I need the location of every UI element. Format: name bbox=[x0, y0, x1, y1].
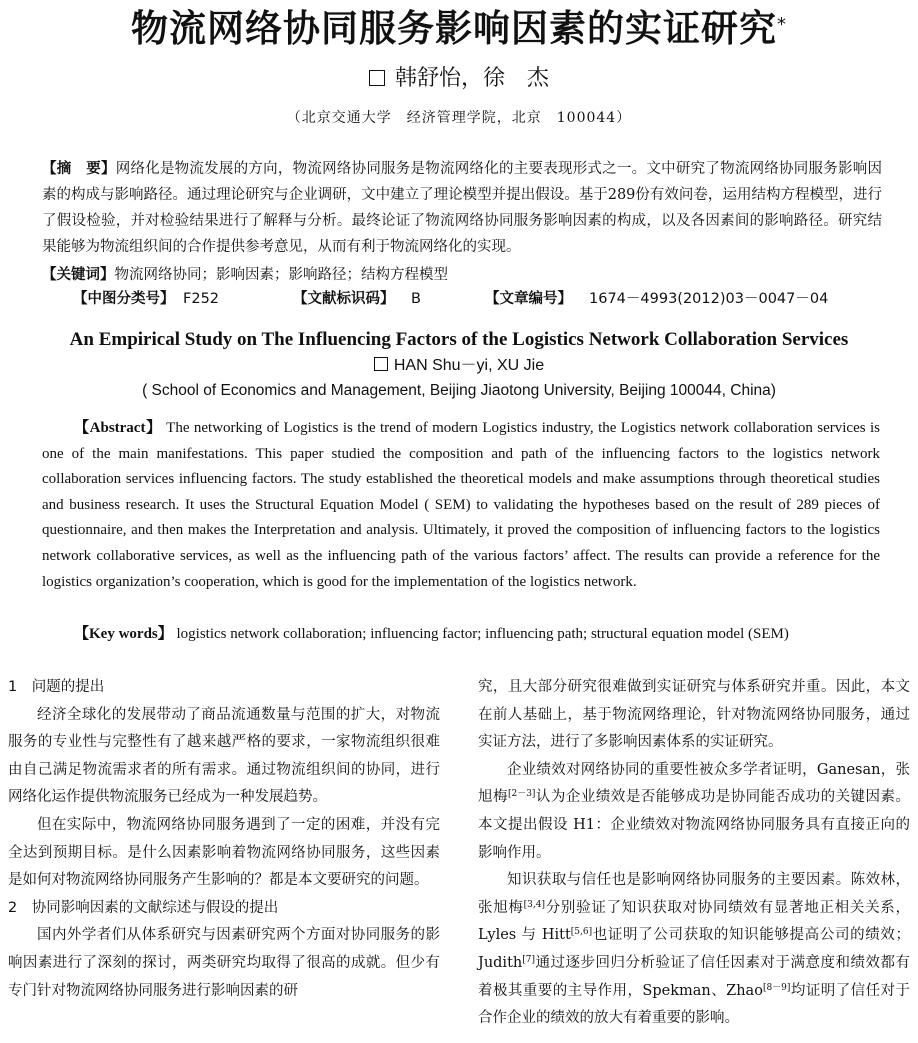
en-keywords-text: logistics network collaboration; influencing factor; influencing path; structural equation model (SEM) bbox=[172, 626, 789, 642]
cn-abstract-text: 网络化是物流发展的方向，物流网络协同服务是物流网络化的主要表现形式之一。文中研究了物流网络协同服务影响因素的构成与影响路径。通过理论研究与企业调研，文中建立了理论模型并提出假设。基于289份有效问卷，运用结构方程模型，进行了假设检验，并对检验结果进行了解释与分析。最终论证了物流网络协同服务影响因素的构成，以及各因素间的影响路径。研究结果能够为物流组织间的合作提供参考意见，从而有利于物流网络化的实现。 bbox=[42, 161, 883, 255]
cn-keywords bbox=[42, 262, 882, 288]
doc-code-label: 【文献标识码】 bbox=[293, 291, 395, 307]
body-left-column bbox=[8, 674, 440, 1005]
authors bbox=[0, 64, 918, 94]
citation: [3,4] bbox=[523, 899, 545, 910]
cn-abstract-label: 【摘 要】 bbox=[42, 161, 116, 177]
square-mark-icon bbox=[374, 357, 388, 371]
title-footnote-mark: * bbox=[777, 14, 787, 35]
square-mark-icon bbox=[369, 70, 385, 86]
citation: [8－9] bbox=[762, 982, 791, 993]
cn-abstract bbox=[42, 156, 882, 260]
en-affiliation: ( School of Economics and Management, Beijing Jiaotong University, Beijing 100044, China) bbox=[142, 382, 776, 399]
clc-label: 【中图分类号】 bbox=[73, 291, 175, 307]
affiliation: （北京交通大学 经济管理学院，北京 100044） bbox=[286, 110, 632, 126]
section-heading-1: 1 问题的提出 bbox=[8, 679, 105, 695]
doc-code-value: B bbox=[411, 291, 421, 307]
cn-keywords-label: 【关键词】 bbox=[42, 267, 115, 283]
clc-value: F252 bbox=[183, 291, 220, 307]
en-abstract bbox=[42, 416, 880, 595]
en-title: An Empirical Study on The Influencing Factors of the Logistics Network Collaboration Services bbox=[69, 329, 849, 350]
author-names: 韩舒怡，徐 杰 bbox=[394, 66, 549, 91]
cn-keywords-text: 物流网络协同；影响因素；影响路径；结构方程模型 bbox=[114, 267, 448, 283]
en-keywords-label: 【Key words】 bbox=[74, 626, 173, 642]
paragraph: 经济全球化的发展带动了商品流通数量与范围的扩大，对物流服务的专业性与完整性有了越来越严格的要求，一家物流组织很难由自己满足物流需求者的所有需求。通过物流组织间的协同，进行网络化运作提供物流服务已经成为一种发展趋势。 bbox=[8, 706, 440, 806]
body-right-column bbox=[478, 674, 910, 1033]
paragraph: 国内外学者们从体系研究与因素研究两个方面对协同服务的影响因素进行了深刻的探讨，两类研究均取得了很高的成就。但少有专门针对物流网络协同服务进行影响因素的研 bbox=[8, 927, 440, 999]
paragraph: 究，且大部分研究很难做到实证研究与体系研究并重。因此，本文在前人基础上，基于物流网络理论，针对物流网络协同服务，通过实证方法，进行了多影响因素体系的实证研究。 bbox=[478, 679, 910, 751]
en-abstract-label: 【Abstract】 bbox=[74, 420, 162, 436]
en-author-names: HAN Shu－yi, XU Jie bbox=[393, 357, 545, 374]
en-authors bbox=[0, 355, 918, 377]
en-abstract-text: The networking of Logistics is the trend of modern Logistics industry, the Logistics network collaboration services is one of the main manifestations. This paper studied the composition and path of the influencing factors to the logistics network collaboration services influencing factors. The study established the theoretical models and make assumptions through theoretical studies and business research. It uses the Structural Equation Model ( SEM) to validating the hypotheses based on the result of 289 pieces of questionnaire, and then makes the Interpretation and analysis. Ultimately, it proved the composition of influencing factors to the logistics network collaborative services, as well as the influencing path of the various factors’ affect. The results can provide a reference for the logistics organization’s cooperation, which is good for the implementation of the logistics network. bbox=[42, 420, 880, 590]
article-no-label: 【文章编号】 bbox=[485, 291, 572, 307]
paragraph: 企业绩效对网络协同的重要性被众多学者证明，Ganesan，张旭梅[2－3]认为企业绩效是否能够成功是协同能否成功的关键因素。本文提出假设 H1：企业绩效对物流网络协同服务具有直接正向的影响作用。 bbox=[478, 761, 911, 861]
paragraph: 知识获取与信任也是影响网络协同服务的主要因素。陈效林，张旭梅[3,4]分别验证了知识获取对协同绩效有显著地正相关关系，Lyles 与 Hitt[5,6]也证明了公司获取的知识能够提高公司的绩效；Judith[7]通过逐步回归分析验证了信任因素对于满意度和绩效都有着极其重要的主导作用，Spekman、Zhao[8－9]均证明了信任对于合作企业的绩效的放大有着重要的影响。 bbox=[478, 872, 911, 1027]
paragraph: 但在实际中，物流网络协同服务遇到了一定的困难，并没有完全达到预期目标。是什么因素影响着物流网络协同服务，这些因素是如何对物流网络协同服务产生影响的？都是本文要研究的问题。 bbox=[8, 816, 440, 889]
classification-row bbox=[73, 288, 873, 310]
citation: [2－3] bbox=[507, 789, 536, 800]
paper-title: 物流网络协同服务影响因素的实证研究* bbox=[131, 7, 787, 50]
article-no-value: 1674－4993(2012)03－0047－04 bbox=[589, 291, 829, 307]
citation: [7] bbox=[522, 954, 535, 965]
citation: [5,6] bbox=[570, 927, 593, 938]
en-keywords bbox=[42, 622, 880, 648]
section-heading-2: 2 协同影响因素的文献综述与假设的提出 bbox=[8, 899, 279, 916]
